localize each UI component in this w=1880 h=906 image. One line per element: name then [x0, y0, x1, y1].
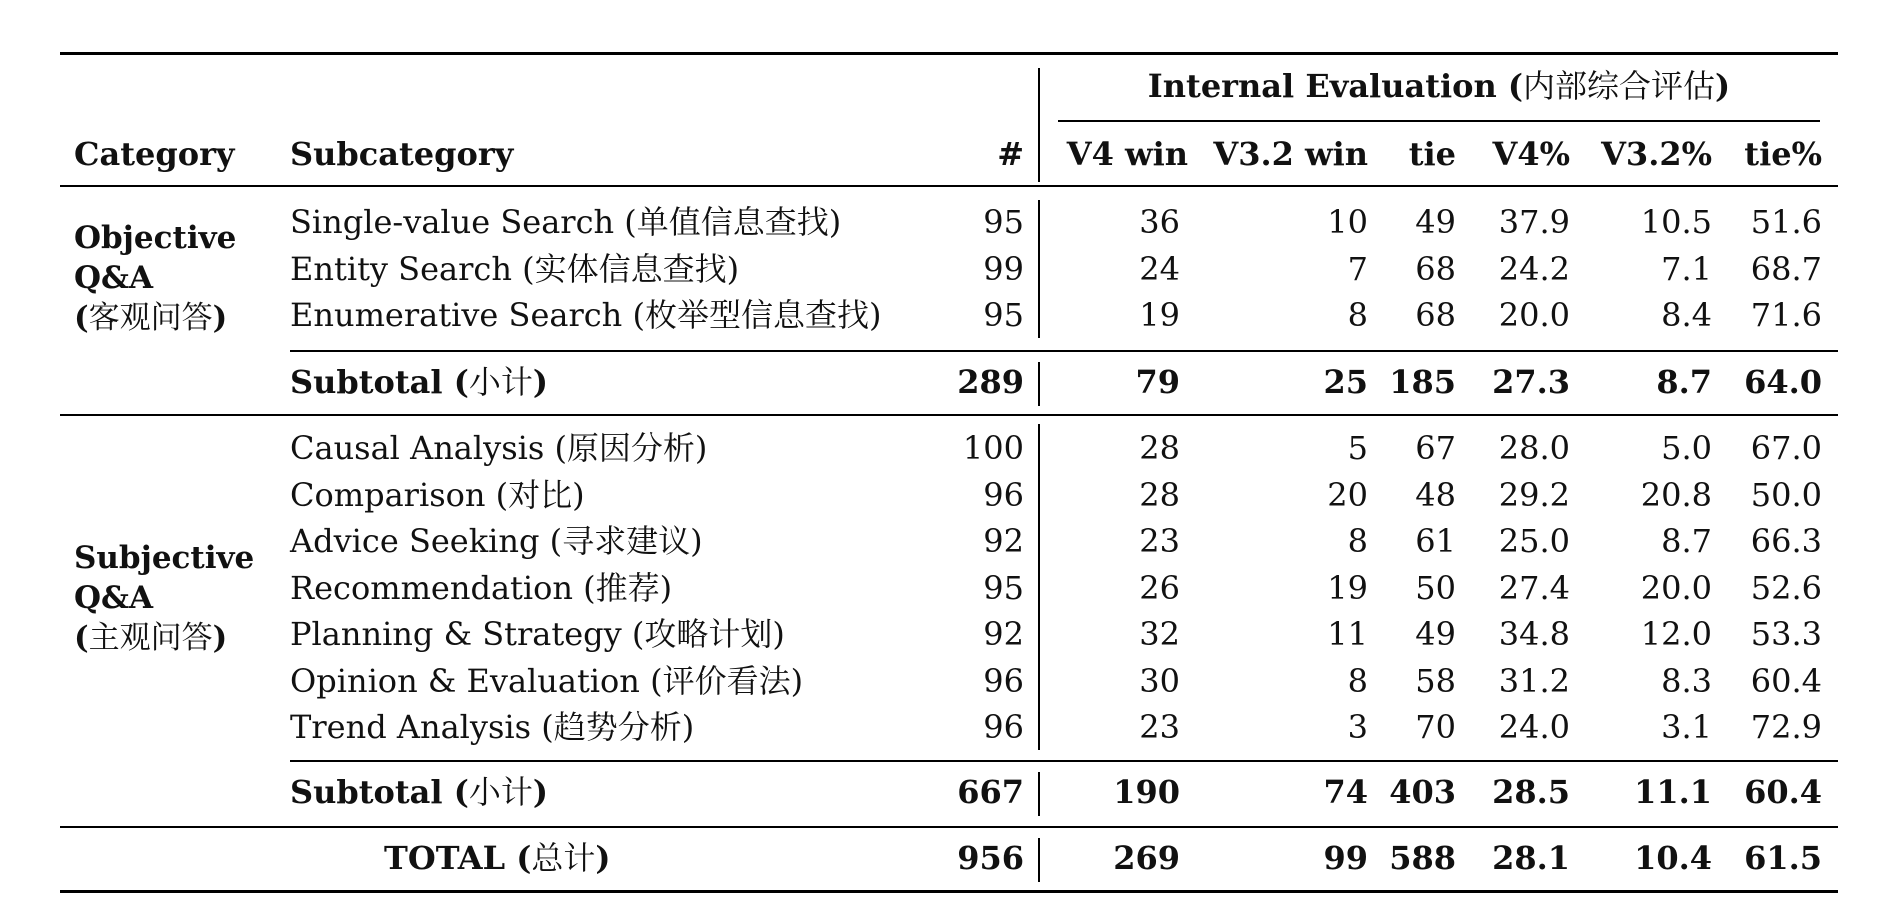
column-divider-objective — [1038, 200, 1040, 338]
value-cell-v32p: 8.7 — [1661, 522, 1712, 560]
total-row-label-text: TOTAL ( — [384, 839, 532, 877]
value-cell-v32p: 20.8 — [1640, 475, 1712, 514]
total-row-tie: 588 — [1389, 839, 1456, 877]
value-cell-tie: 61 — [1415, 522, 1456, 560]
objective-subtotal-row-label-text: Subtotal ( — [290, 363, 469, 401]
subjective-subtotal-row-v4: 190 — [1113, 773, 1180, 811]
subjective-subtotal-row-tie: 403 — [1389, 773, 1456, 811]
subcategory-cell: Entity Search (实体信息查找) — [290, 249, 740, 288]
paren-close: ) — [212, 300, 228, 336]
value-cell-tie: 68 — [1415, 249, 1456, 288]
value-cell-v4p: 24.0 — [1498, 708, 1570, 746]
subcategory-cell: Enumerative Search (枚举型信息查找) — [290, 296, 882, 334]
value-cell-tiep: 68.7 — [1750, 249, 1822, 288]
objective-subtotal-row-tiep: 64.0 — [1744, 363, 1822, 401]
value-cell-v4p: 24.2 — [1498, 249, 1570, 288]
value-cell-tiep: 60.4 — [1750, 661, 1822, 700]
column-divider-subjective-subtotal — [1038, 772, 1040, 816]
value-cell-tiep: 53.3 — [1750, 615, 1822, 653]
value-cell-v32: 8 — [1347, 661, 1368, 700]
value-cell-v4p: 37.9 — [1498, 203, 1570, 241]
value-cell-tiep: 66.3 — [1750, 522, 1822, 560]
value-cell-v32p: 12.0 — [1640, 615, 1712, 653]
objective-subtotal-row-label — [290, 362, 548, 402]
subjective-subtotal-row-label-zh: 小计 — [468, 773, 533, 811]
value-cell-v32p: 7.1 — [1661, 249, 1712, 288]
objective-subtotal-row-v32: 25 — [1323, 363, 1368, 401]
value-cell-v4: 23 — [1139, 522, 1180, 560]
category-objective-zh: 客观问答 — [88, 300, 213, 336]
total-row-tiep: 61.5 — [1744, 839, 1822, 877]
subcategory-cell: Opinion & Evaluation (评价看法) — [290, 661, 804, 700]
column-header-category: Category — [74, 135, 235, 173]
value-cell-v32p: 5.0 — [1661, 429, 1712, 467]
value-cell-v32: 10 — [1327, 203, 1368, 241]
column-header-v32-win: V3.2 win — [1213, 135, 1368, 173]
objective-subtotal-rule — [290, 350, 1838, 352]
category-objective-line1: Objective — [74, 220, 237, 256]
subcategory-cell: Advice Seeking (寻求建议) — [290, 522, 703, 560]
value-cell-v4: 23 — [1139, 708, 1180, 746]
value-cell-v4: 26 — [1139, 568, 1180, 607]
category-objective — [74, 218, 236, 338]
value-cell-v32p: 10.5 — [1640, 203, 1712, 241]
column-header-tie: tie — [1408, 135, 1456, 173]
column-header-v4-pct: V4% — [1492, 135, 1570, 173]
value-cell-tiep: 52.6 — [1750, 568, 1822, 607]
value-cell-v4p: 34.8 — [1498, 615, 1570, 653]
group-header-zh: 内部综合评估 — [1523, 67, 1716, 105]
value-cell-v32: 8 — [1347, 296, 1368, 334]
group-header — [1058, 66, 1820, 106]
category-subjective — [74, 538, 254, 658]
total-row-v4p: 28.1 — [1492, 839, 1570, 877]
column-header-subcategory: Subcategory — [290, 135, 514, 173]
value-cell-n: 96 — [983, 708, 1024, 746]
value-cell-v4: 24 — [1139, 249, 1180, 288]
objective-subtotal-row-v32p: 8.7 — [1656, 363, 1712, 401]
value-cell-v4: 19 — [1139, 296, 1180, 334]
value-cell-tiep: 67.0 — [1750, 429, 1822, 467]
value-cell-v4p: 31.2 — [1498, 661, 1570, 700]
value-cell-tie: 70 — [1415, 708, 1456, 746]
value-cell-v32p: 8.4 — [1661, 296, 1712, 334]
column-divider-header — [1038, 68, 1040, 182]
group-header-close: ) — [1715, 67, 1731, 105]
value-cell-n: 95 — [983, 568, 1024, 607]
value-cell-tiep: 71.6 — [1750, 296, 1822, 334]
value-cell-v32: 5 — [1347, 429, 1368, 467]
value-cell-v32: 20 — [1327, 475, 1368, 514]
value-cell-tie: 49 — [1415, 203, 1456, 241]
subjective-subtotal-rule — [290, 760, 1838, 762]
objective-subtotal-row-v4: 79 — [1135, 363, 1180, 401]
total-row-v4: 269 — [1113, 839, 1180, 877]
value-cell-n: 96 — [983, 661, 1024, 700]
value-cell-n: 95 — [983, 203, 1024, 241]
total-row-n: 956 — [957, 839, 1024, 877]
subjective-subtotal-row-label-close: ) — [532, 773, 548, 811]
value-cell-tie: 50 — [1415, 568, 1456, 607]
subjective-subtotal-row-n: 667 — [957, 773, 1024, 811]
column-divider-subjective — [1038, 424, 1040, 750]
value-cell-tie: 68 — [1415, 296, 1456, 334]
category-subjective-line1: Subjective — [74, 540, 255, 576]
subcategory-cell: Causal Analysis (原因分析) — [290, 429, 708, 467]
subjective-subtotal-row-v32p: 11.1 — [1634, 773, 1712, 811]
column-header-tie-pct: tie% — [1744, 135, 1822, 173]
value-cell-tie: 48 — [1415, 475, 1456, 514]
paren-open: ( — [74, 300, 89, 336]
value-cell-n: 92 — [983, 522, 1024, 560]
column-header-v32-pct: V3.2% — [1601, 135, 1712, 173]
column-divider-total — [1038, 838, 1040, 882]
category-subjective-line2: Q&A — [74, 580, 154, 616]
subjective-subtotal-row-label-text: Subtotal ( — [290, 773, 469, 811]
bottom-rule — [60, 890, 1838, 893]
value-cell-v32: 11 — [1327, 615, 1368, 653]
paren-close: ) — [212, 620, 228, 656]
value-cell-v32: 7 — [1347, 249, 1368, 288]
subjective-subtotal-row-label — [290, 772, 548, 812]
value-cell-v4: 28 — [1139, 475, 1180, 514]
value-cell-v32: 19 — [1327, 568, 1368, 607]
category-objective-line3 — [74, 298, 236, 338]
objective-subtotal-row-label-close: ) — [532, 363, 548, 401]
category-subjective-zh: 主观问答 — [88, 620, 213, 656]
value-cell-v4p: 25.0 — [1498, 522, 1570, 560]
group-header-text: Internal Evaluation ( — [1147, 67, 1524, 105]
objective-subtotal-row-v4p: 27.3 — [1492, 363, 1570, 401]
value-cell-v32p: 3.1 — [1661, 708, 1712, 746]
paren-open: ( — [74, 620, 89, 656]
subcategory-cell: Planning & Strategy (攻略计划) — [290, 615, 785, 653]
value-cell-tie: 49 — [1415, 615, 1456, 653]
value-cell-v32p: 20.0 — [1640, 568, 1712, 607]
header-rule — [60, 185, 1838, 187]
subjective-subtotal-row-v32: 74 — [1323, 773, 1368, 811]
top-rule — [60, 52, 1838, 55]
objective-subtotal-row-label-zh: 小计 — [468, 363, 533, 401]
value-cell-tiep: 72.9 — [1750, 708, 1822, 746]
column-header-v4-win: V4 win — [1066, 135, 1188, 173]
total-row-v32: 99 — [1323, 839, 1368, 877]
value-cell-v4p: 28.0 — [1498, 429, 1570, 467]
subcategory-cell: Single-value Search (单值信息查找) — [290, 203, 842, 241]
total-row-label-close: ) — [595, 839, 611, 877]
total-rule — [60, 826, 1838, 828]
value-cell-tie: 67 — [1415, 429, 1456, 467]
subcategory-cell: Trend Analysis (趋势分析) — [290, 708, 695, 746]
total-row-v32p: 10.4 — [1634, 839, 1712, 877]
subcategory-cell: Recommendation (推荐) — [290, 568, 673, 607]
value-cell-v32p: 8.3 — [1661, 661, 1712, 700]
category-subjective-line3 — [74, 618, 254, 658]
value-cell-tie: 58 — [1415, 661, 1456, 700]
objective-subtotal-row-tie: 185 — [1389, 363, 1456, 401]
value-cell-n: 96 — [983, 475, 1024, 514]
column-header-count: # — [997, 135, 1024, 173]
category-objective-line2: Q&A — [74, 260, 154, 296]
value-cell-n: 99 — [983, 249, 1024, 288]
value-cell-v4: 28 — [1139, 429, 1180, 467]
value-cell-v4p: 29.2 — [1498, 475, 1570, 514]
value-cell-v4p: 27.4 — [1498, 568, 1570, 607]
value-cell-v4p: 20.0 — [1498, 296, 1570, 334]
subjective-subtotal-row-tiep: 60.4 — [1744, 773, 1822, 811]
section-rule — [60, 414, 1838, 416]
subjective-subtotal-row-v4p: 28.5 — [1492, 773, 1570, 811]
objective-subtotal-row-n: 289 — [957, 363, 1024, 401]
value-cell-n: 92 — [983, 615, 1024, 653]
value-cell-n: 100 — [962, 429, 1024, 467]
value-cell-v4: 30 — [1139, 661, 1180, 700]
value-cell-tiep: 51.6 — [1750, 203, 1822, 241]
total-row-label — [384, 838, 611, 878]
value-cell-v32: 8 — [1347, 522, 1368, 560]
value-cell-v4: 36 — [1139, 203, 1180, 241]
subcategory-cell: Comparison (对比) — [290, 475, 585, 514]
value-cell-v32: 3 — [1347, 708, 1368, 746]
group-header-underline — [1058, 120, 1820, 122]
value-cell-n: 95 — [983, 296, 1024, 334]
column-divider-objective-subtotal — [1038, 362, 1040, 406]
value-cell-v4: 32 — [1139, 615, 1180, 653]
value-cell-tiep: 50.0 — [1750, 475, 1822, 514]
total-row-label-zh: 总计 — [531, 839, 596, 877]
